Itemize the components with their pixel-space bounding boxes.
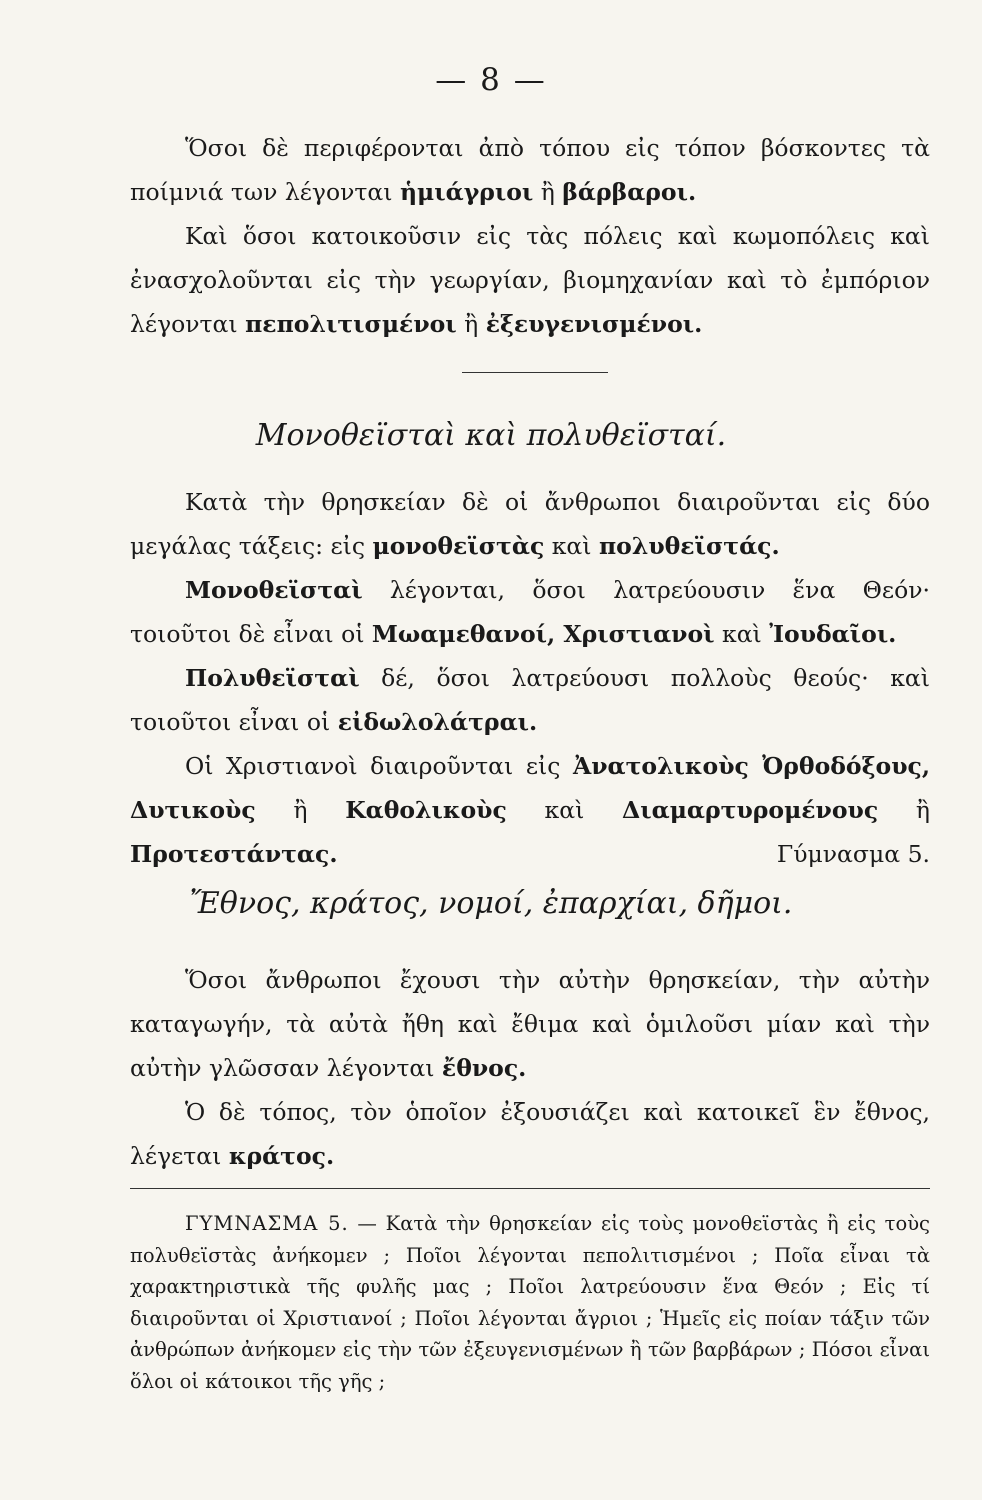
paragraph-text: Κατὰ τὴν θρησκείαν δὲ οἱ ἄνθρωποι διαιροῦνται εἰς δύο μεγάλας τάξεις: εἰς xyxy=(130,488,930,560)
paragraph-monotheists xyxy=(130,568,930,656)
term-orthodox: Ἀνατολικοὺς Ὀρθοδόξους, Δυτικοὺς xyxy=(130,752,930,824)
paragraph-text: λέγονται, ὅσοι λατρεύουσιν ἕνα Θεόν· τοιοῦτοι δὲ εἶναι οἱ xyxy=(130,576,930,648)
paragraph-christians xyxy=(130,744,930,876)
paragraph-text: ἢ xyxy=(878,796,930,824)
paragraph-religion-classes xyxy=(130,480,930,568)
paragraph-text: Ὁ δὲ τόπος, τὸν ὁποῖον ἐξουσιάζει καὶ κατοικεῖ ἓν ἔθνος, λέγεται xyxy=(130,1098,930,1170)
paragraph-text: δέ, ὅσοι λατρεύουσι πολλοὺς θεούς· καὶ τοιοῦτοι εἶναι οἱ xyxy=(130,664,930,736)
paragraph-text: καὶ xyxy=(544,532,599,560)
footnote-divider xyxy=(130,1188,930,1189)
exercise-text: — Κατὰ τὴν θρησκείαν εἰς τοὺς μονοθεϊστὰς ἢ εἰς τοὺς πολυθεϊστὰς ἀνήκομεν ; Ποῖοι λέγονται πεπολιτισμένοι ; Ποῖα εἶναι τὰ χαρακτηριστικὰ τῆς φυλῆς μας ; Ποῖοι λατρεύουσιν ἕνα Θεόν ; Εἰς τί διαιροῦνται οἱ Χριστιανοί ; Ποῖοι λέγονται ἄγριοι ; Ἡμεῖς εἰς ποίαν τάξιν τῶν ἀνθρώπων ἀνήκομεν εἰς τὴν τῶν ἐξευγενισμένων ἢ τῶν βαρβάρων ; Πόσοι εἶναι ὅλοι οἱ κάτοικοι τῆς γῆς ; xyxy=(130,1212,930,1393)
term-monotheists: μονοθεϊστὰς xyxy=(372,532,545,560)
term-protestants: Προτεστάντας. xyxy=(130,840,338,868)
paragraph-text: Ὅσοι δὲ περιφέρονται ἀπὸ τόπου εἰς τόπον βόσκοντες τὰ ποίμνιά των λέγονται xyxy=(130,134,930,206)
term-kratos: κράτος. xyxy=(228,1142,335,1170)
heading-nation-state: Ἔθνος, κράτος, νομοί, ἐπαρχίαι, δῆμοι. xyxy=(189,886,793,921)
term-polytheists-def: Πολυθεϊσταὶ xyxy=(185,664,360,692)
paragraph-state xyxy=(130,1090,930,1178)
term-catholics: Καθολικοὺς xyxy=(345,796,507,824)
term-barbaroi: βάρβαροι. xyxy=(562,178,697,206)
exercise-reference: Γύμνασμα 5. xyxy=(776,840,930,868)
section-nomads xyxy=(130,126,930,346)
paragraph-text: ἢ xyxy=(533,178,563,206)
page-number: — 8 — xyxy=(435,62,547,98)
section-religion xyxy=(130,480,930,876)
paragraph-text: ἢ xyxy=(456,310,486,338)
term-protesting: Διαμαρτυρομένους xyxy=(622,796,879,824)
paragraph-civilized xyxy=(130,214,930,346)
section-nation xyxy=(130,958,930,1178)
heading-monotheists: Μονοθεϊσταὶ καὶ πολυθεϊσταί. xyxy=(255,418,727,453)
section-divider xyxy=(462,372,608,373)
term-ethnos: ἔθνος. xyxy=(441,1054,527,1082)
paragraph-polytheists xyxy=(130,656,930,744)
term-muslims-christians: Μωαμεθανοί, Χριστιανοὶ xyxy=(371,620,715,648)
paragraph-text: ἢ xyxy=(255,796,346,824)
term-exeugenismenoi: ἐξευγενισμένοι. xyxy=(485,310,703,338)
paragraph-text: καὶ xyxy=(506,796,623,824)
paragraph-text: Ὅσοι ἄνθρωποι ἔχουσι τὴν αὐτὴν θρησκείαν, τὴν αὐτὴν καταγωγήν, τὰ αὐτὰ ἤθη καὶ ἔθιμα καὶ ὁμιλοῦσι μίαν καὶ τὴν αὐτὴν γλῶσσαν λέγονται xyxy=(130,966,930,1082)
paragraph-text: Καὶ ὅσοι κατοικοῦσιν εἰς τὰς πόλεις καὶ κωμοπόλεις καὶ ἐνασχολοῦνται εἰς τὴν γεωργίαν, βιομηχανίαν καὶ τὸ ἐμπόριον λέγονται xyxy=(130,222,930,338)
term-pepolitismenoi: πεπολιτισμένοι xyxy=(245,310,457,338)
term-polytheists: πολυθεϊστάς. xyxy=(598,532,780,560)
paragraph-text: Οἱ Χριστιανοὶ διαιροῦνται εἰς xyxy=(185,752,573,780)
term-monotheists-def: Μονοθεϊσταὶ xyxy=(185,576,363,604)
term-hemiagrioi: ἡμιάγριοι xyxy=(399,178,534,206)
paragraph-nation xyxy=(130,958,930,1090)
exercise-block xyxy=(130,1208,930,1397)
paragraph-text: καὶ xyxy=(714,620,770,648)
exercise-label: ΓΥΜΝΑΣΜΑ 5. xyxy=(185,1212,349,1235)
paragraph-nomads xyxy=(130,126,930,214)
term-jews: Ἰουδαῖοι. xyxy=(769,620,897,648)
term-idolaters: εἰδωλολάτραι. xyxy=(337,708,538,736)
